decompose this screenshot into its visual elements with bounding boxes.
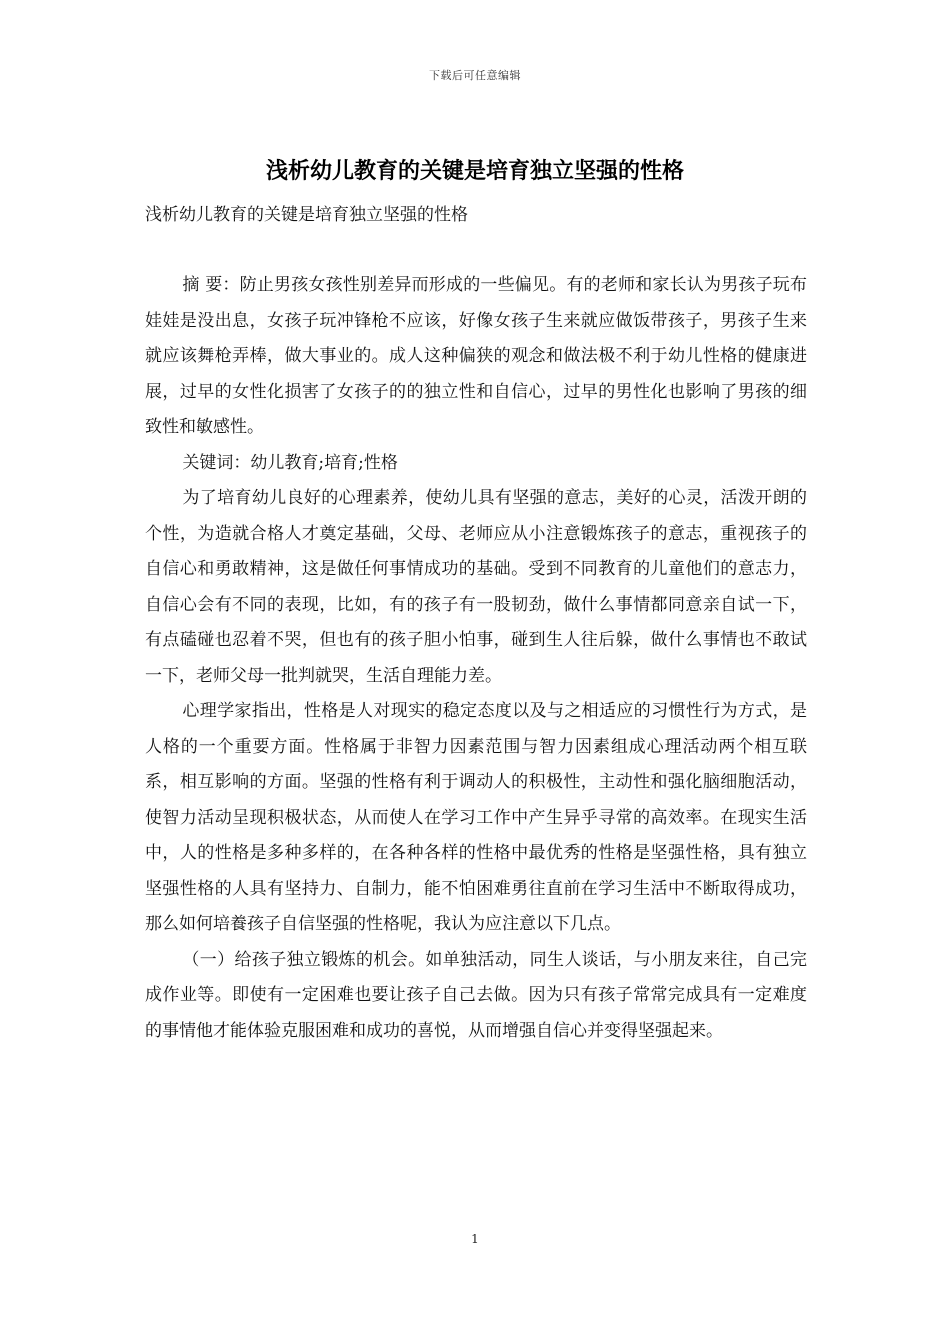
header-note: 下载后可任意编辑 [429, 69, 521, 82]
body-paragraph: 心理学家指出，性格是人对现实的稳定态度以及与之相适应的习惯性行为方式，是人格的一个重要方面。性格属于非智力因素范围与智力因素组成心理活动两个相互联系，相互影响的方面。坚强的性格有利于调动人的积极性，主动性和强化脑细胞活动，使智力活动呈现积极状态，从而使人在学习工作中产生异乎寻常的高效率。在现实生活中，人的性格是多种多样的，在各种各样的性格中最优秀的性格是坚强性格，具有独立坚强性格的人具有坚持力、自制力，能不怕困难勇往直前在学习生活中不断取得成功，那么如何培養孩子自信坚强的性格呢，我认为应注意以下几点。 [145, 701, 807, 934]
body-paragraph: 为了培育幼儿良好的心理素养，使幼儿具有坚强的意志，美好的心灵，活泼开朗的个性，为造就合格人才奠定基础，父母、老师应从小注意锻炼孩子的意志，重视孩子的自信心和勇敢精神，这是做任何事情成功的基础。受到不同教育的儿童他们的意志力，自信心会有不同的表现，比如，有的孩子有一股韧劲，做什么事情都同意亲自试一下，有点磕碰也忍着不哭，但也有的孩子胆小怕事，碰到生人往后躲，做什么事情也不敢试一下，老师父母一批判就哭，生活自理能力差。 [145, 488, 807, 686]
document-subtitle: 浅析幼儿教育的关键是培育独立坚强的性格 [145, 205, 468, 225]
keywords-paragraph: 关键词：幼儿教育;培育;性格 [182, 452, 398, 473]
document-body [145, 268, 807, 1049]
body-paragraph: （一）给孩子独立锻炼的机会。如单独活动，同生人谈话，与小朋友来往，自己完成作业等。即使有一定困难也要让孩子自己去做。因为只有孩子常常完成具有一定难度的事情他才能体验克服困难和成功的喜悦，从而增强自信心并变得坚强起来。 [145, 949, 807, 1041]
page-number: 1 [471, 1232, 479, 1246]
abstract-paragraph: 摘 要：防止男孩女孩性别差异而形成的一些偏见。有的老师和家长认为男孩子玩布娃娃是没出息，女孩子玩冲锋枪不应该，好像女孩子生来就应做饭带孩子，男孩子生来就应该舞枪弄棒，做大事业的。成人这种偏狭的观念和做法极不利于幼儿性格的健康进展，过早的女性化损害了女孩子的的独立性和自信心，过早的男性化也影响了男孩的细致性和敏感性。 [145, 275, 807, 437]
document-title: 浅析幼儿教育的关键是培育独立坚强的性格 [265, 158, 684, 184]
